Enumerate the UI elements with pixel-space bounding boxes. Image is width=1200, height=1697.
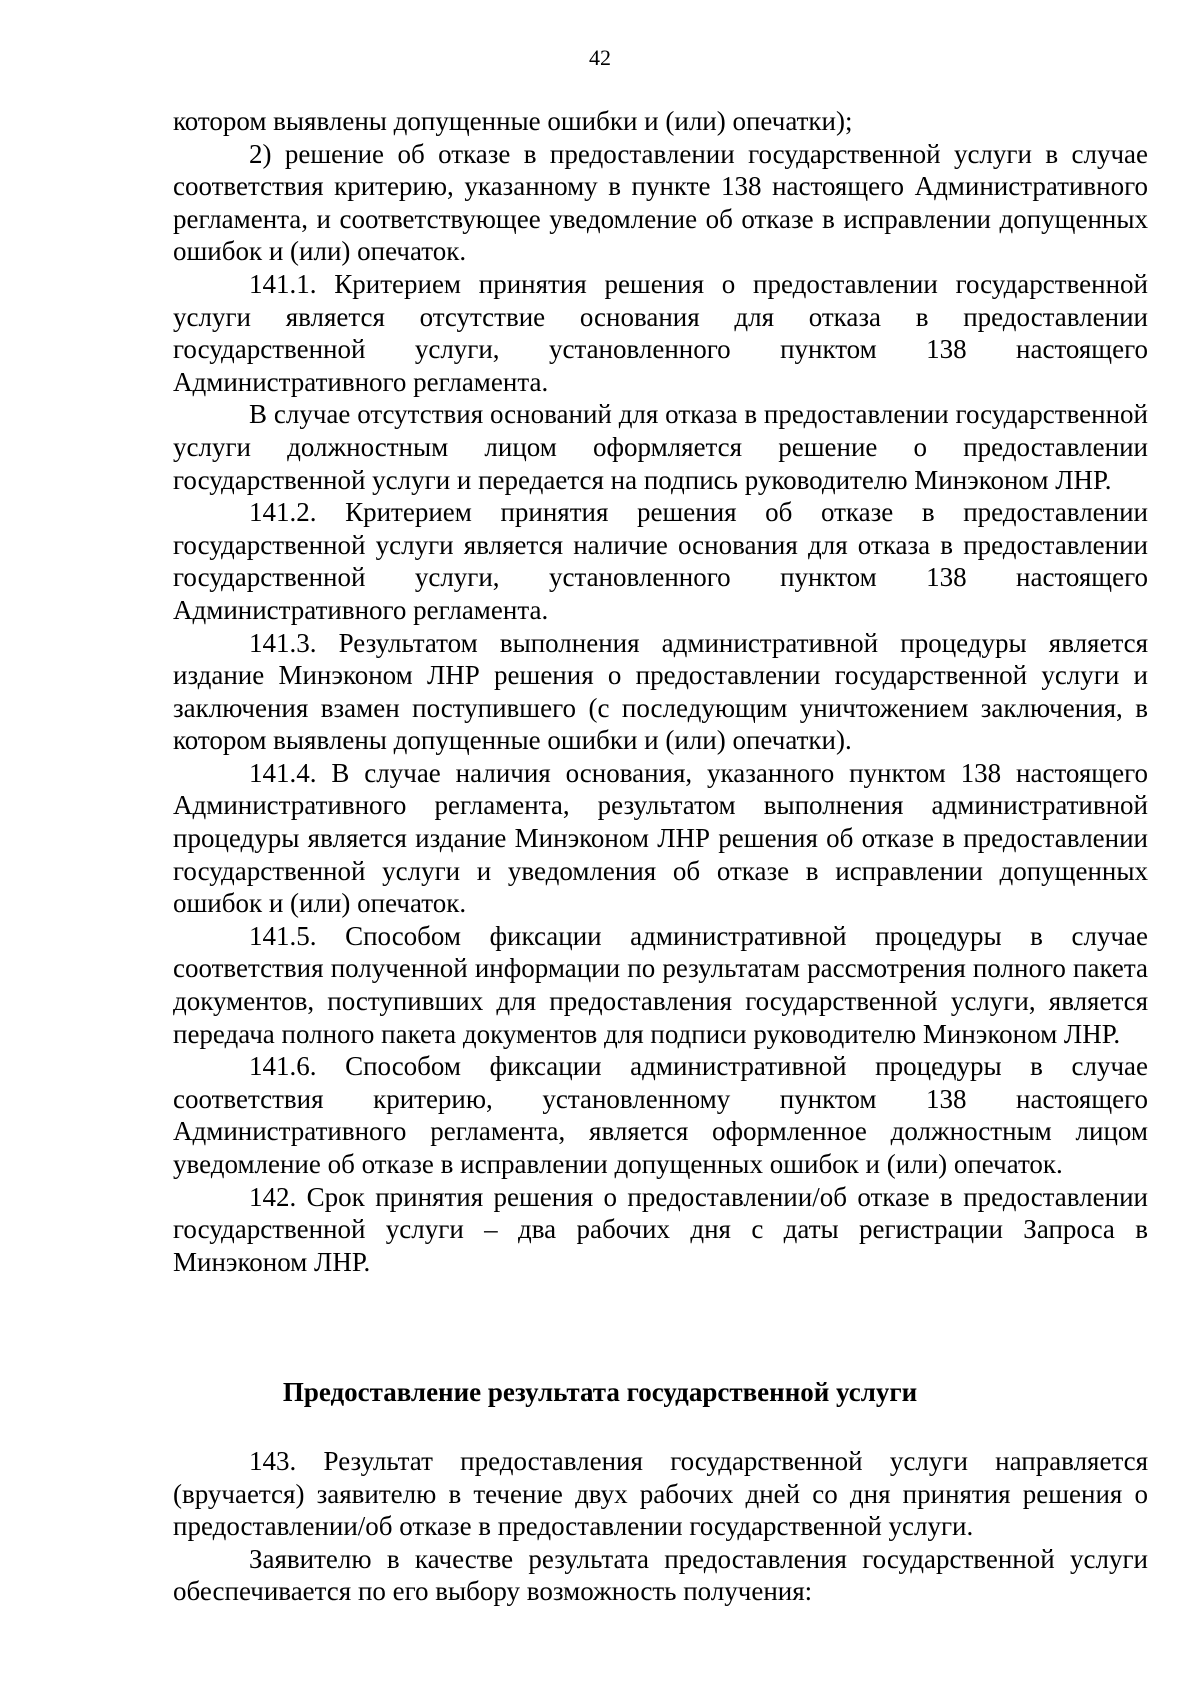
- paragraph: 141.3. Результатом выполнения административной процедуры является издание Минэконом ЛНР решения о предоставлении государственной услуги и заключения взамен поступившего (с последующим уничтожением заключения, в котором выявлены допущенные ошибки и (или) опечатки).: [173, 627, 1148, 756]
- paragraph: 143. Результат предоставления государственной услуги направляется (вручается) заявителю в течение двух рабочих дней со дня принятия решения о предоставлении/об отказе в предоставлении государственной услуги.: [173, 1446, 1148, 1542]
- paragraph: В случае отсутствия оснований для отказа в предоставлении государственной услуги должностным лицом оформляется решение о предоставлении государственной услуги и передается на подпись руководителю Минэконом ЛНР.: [173, 399, 1148, 495]
- paragraph: 2) решение об отказе в предоставлении государственной услуги в случае соответствия критерию, указанному в пункте 138 настоящего Административного регламента, и соответствующее уведомление об отказе в исправлении допущенных ошибок и (или) опечаток.: [173, 138, 1148, 267]
- paragraph: 141.2. Критерием принятия решения об отказе в предоставлении государственной услуги является наличие основания для отказа в предоставлении государственной услуги, установленного пунктом 138 настоящего Административного регламента.: [173, 497, 1148, 625]
- document-body-bottom: [173, 1445, 1148, 1608]
- paragraph: 141.1. Критерием принятия решения о предоставлении государственной услуги является отсутствие основания для отказа в предоставлении государственной услуги, установленного пунктом 138 настоящего Административного регламента.: [173, 268, 1148, 397]
- paragraph: 141.5. Способом фиксации административной процедуры в случае соответствия полученной информации по результатам рассмотрения полного пакета документов, поступивших для предоставления государственной услуги, является передача полного пакета документов для подписи руководителю Минэконом ЛНР.: [173, 920, 1148, 1049]
- paragraph: котором выявлены допущенные ошибки и (или) опечатки);: [173, 106, 853, 136]
- paragraph: 142. Срок принятия решения о предоставлении/об отказе в предоставлении государственной услуги – два рабочих дня с даты регистрации Запроса в Минэконом ЛНР.: [173, 1181, 1148, 1277]
- paragraph: 141.4. В случае наличия основания, указанного пунктом 138 настоящего Административного регламента, результатом выполнения административной процедуры является издание Минэконом ЛНР решения об отказе в предоставлении государственной услуги и уведомления об отказе в исправлении допущенных ошибок и (или) опечаток.: [173, 757, 1148, 919]
- paragraph: 141.6. Способом фиксации административной процедуры в случае соответствия критерию, установленному пунктом 138 настоящего Административного регламента, является оформленное должностным лицом уведомление об отказе в исправлении допущенных ошибок и (или) опечаток.: [173, 1051, 1148, 1179]
- page-number: 42: [589, 45, 611, 70]
- paragraph: Заявителю в качестве результата предоставления государственной услуги обеспечивается по его выбору возможность получения:: [173, 1543, 1148, 1607]
- document-body-top: [173, 105, 1148, 1278]
- section-heading: Предоставление результата государственной услуги: [282, 1377, 918, 1407]
